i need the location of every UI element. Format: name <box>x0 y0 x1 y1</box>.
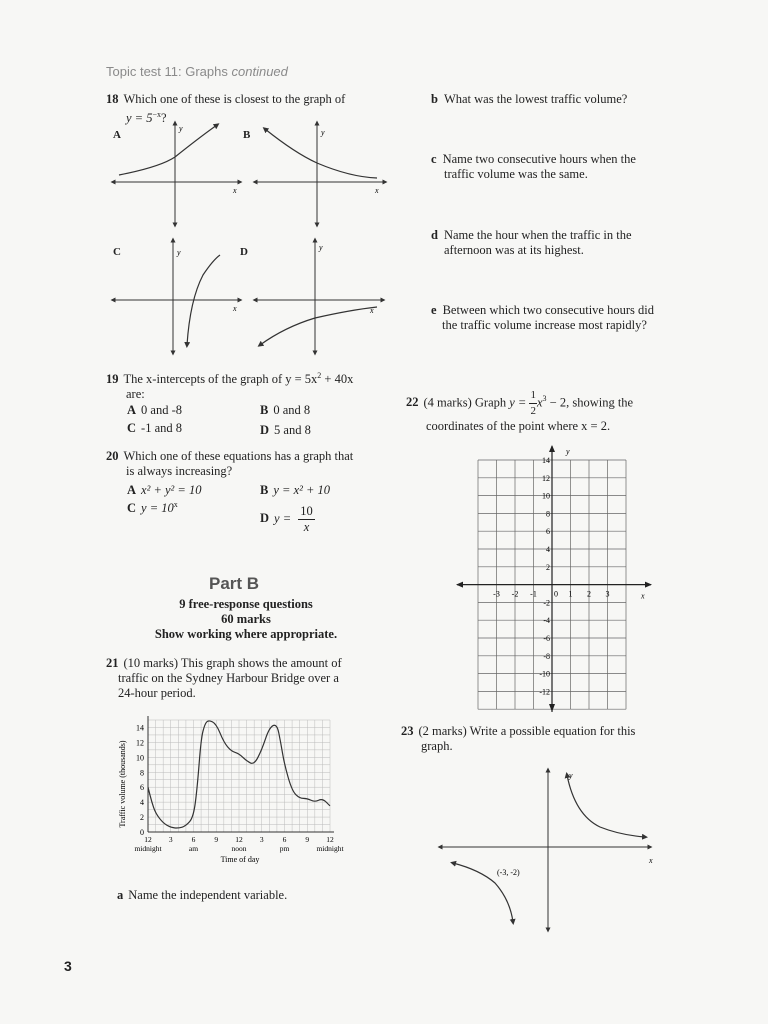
q18-graph-b <box>255 123 385 225</box>
q23-text: 23 (2 marks) Write a possible equation for this graph. <box>401 724 636 753</box>
q21e-text: e Between which two consecutive hours did the traffic volume increase most rapidly? <box>431 303 654 332</box>
svg-text:x: x <box>233 304 237 313</box>
traffic-chart-grid <box>148 720 330 832</box>
q22-axis-y-label: y <box>566 447 570 456</box>
q22-x-label: 3 <box>605 589 610 599</box>
traffic-x-tick: 3 <box>259 835 264 844</box>
q20-number: 20 <box>106 449 119 463</box>
traffic-x-tick: 6 <box>282 835 287 844</box>
q22-y-label: 14 <box>542 456 550 465</box>
q22-x-label: 2 <box>587 589 591 599</box>
q20-line2: is always increasing? <box>126 464 233 478</box>
q18-graph-d <box>255 240 383 353</box>
q22-line2: coordinates of the point where x = 2. <box>426 419 611 433</box>
q22-x-label: -3 <box>493 589 500 599</box>
q19-line1: The x-intercepts of the graph of y = 5x <box>123 372 318 387</box>
svg-text:x: x <box>233 186 237 195</box>
q22-axis-arrows <box>456 445 652 712</box>
part-b-info <box>106 597 386 642</box>
traffic-x-tick: 9 <box>214 835 219 844</box>
q22-x-label: 0 <box>554 589 558 599</box>
q21a-label: Name the independent variable. <box>128 888 288 902</box>
traffic-y-tick: 12 <box>136 738 144 748</box>
q22-grid-axes <box>456 445 652 712</box>
traffic-chart-xlabel: Time of day <box>220 855 260 864</box>
q18-graph-a <box>113 123 240 225</box>
traffic-x-sublabel: am <box>188 844 199 853</box>
q19-line2: are: <box>126 387 145 402</box>
q22-x-label: -2 <box>511 589 519 599</box>
q21-number: 21 <box>106 656 119 670</box>
svg-text:y: y <box>319 243 323 252</box>
q22-y-label: 10 <box>542 491 550 501</box>
q18-number: 18 <box>106 92 119 106</box>
traffic-y-tick: 10 <box>136 753 144 763</box>
traffic-y-tick: 6 <box>140 783 144 793</box>
traffic-x-tick: 12 <box>235 835 243 844</box>
q22-number: 22 <box>406 395 419 410</box>
q22-y-label: -4 <box>543 616 550 626</box>
q23-number: 23 <box>401 724 414 738</box>
q21a-text: a Name the independent variable. <box>117 888 288 902</box>
page-number: 3 <box>64 958 72 974</box>
part-b-line1: 9 free-response questions <box>179 597 313 611</box>
q19-text: 19 The x-intercepts of the graph of $y = 5x^2 + 40x$ are: <box>106 371 354 402</box>
q20-line1: Which one of these equations has a graph that <box>123 449 354 463</box>
q22-y-label: -12 <box>539 687 550 697</box>
traffic-chart <box>112 712 352 870</box>
q20-option-b: B y = x² + 10 <box>260 483 331 497</box>
q21-text <box>106 656 342 701</box>
q21-line1: (10 marks) This graph shows the amount of <box>123 656 342 670</box>
q18-graphs <box>105 115 395 365</box>
q22-y-label: -8 <box>543 651 550 661</box>
q23-graph <box>435 765 660 935</box>
svg-text:y: y <box>179 124 183 133</box>
q20-text <box>106 449 353 479</box>
q18-line1: Which one of these is closest to the graph of <box>123 92 346 106</box>
q22-y-label: 4 <box>546 545 550 554</box>
q22-grid-labels <box>493 447 645 696</box>
header-continued: continued <box>231 64 288 79</box>
svg-text:y: y <box>569 771 573 780</box>
q20-option-d: D y = $\frac{10}{x}$ <box>260 504 313 534</box>
q21-line3: 24-hour period. <box>118 686 196 700</box>
q19-number: 19 <box>106 372 119 387</box>
q19-option-a: A 0 and -8 <box>127 403 182 417</box>
traffic-chart-labels <box>134 723 344 853</box>
traffic-y-tick: 0 <box>140 828 144 837</box>
svg-text:y: y <box>321 128 325 137</box>
q23-point-label: (-3, -2) <box>497 868 520 877</box>
q22-x-label: -1 <box>530 589 537 599</box>
q18-label-d: D <box>240 246 248 258</box>
traffic-x-tick: 12 <box>326 835 334 844</box>
header-title: Topic test 11: Graphs <box>106 64 228 79</box>
q21b-text: b What was the lowest traffic volume? <box>431 92 628 106</box>
part-b-title: Part B <box>209 574 260 593</box>
q22-y-label: 6 <box>546 527 550 537</box>
q20-option-a: A x² + y² = 10 <box>127 483 202 497</box>
q19-option-c: C -1 and 8 <box>127 421 182 435</box>
q22-y-label: -10 <box>539 669 550 679</box>
q18-label-b: B <box>243 129 251 141</box>
traffic-y-tick: 2 <box>140 813 144 823</box>
q22-y-label: -2 <box>543 598 550 608</box>
svg-text:x: x <box>375 186 379 195</box>
traffic-x-sublabel: midnight <box>134 844 162 853</box>
q22-text: 22 (4 marks) Graph y = $\frac{1}{2}$ $x^3 - 2$, showing the coordinates of the point where x = 2. <box>406 389 634 433</box>
q22-y-label: 2 <box>546 562 550 572</box>
q21-line2: traffic on the Sydney Harbour Bridge over a <box>118 671 339 685</box>
traffic-x-tick: 12 <box>144 835 152 844</box>
traffic-y-tick: 4 <box>140 798 144 808</box>
traffic-chart-axes <box>148 716 334 832</box>
traffic-x-tick: 3 <box>168 835 173 844</box>
traffic-y-tick: 14 <box>136 723 144 733</box>
q18-line2: $y = 5^{-x}$? <box>126 110 167 126</box>
svg-text:x: x <box>370 306 374 315</box>
q21c-text: c Name two consecutive hours when the traffic volume was the same. <box>431 152 636 181</box>
part-b-line2: 60 marks <box>221 612 271 626</box>
q19-option-d: D 5 and 8 <box>260 423 311 437</box>
traffic-y-tick: 8 <box>140 768 144 778</box>
q22-grid <box>455 442 655 714</box>
q22-y-label: 12 <box>542 473 550 483</box>
q20-option-c: C $y = 10^x$ <box>127 500 178 516</box>
q18-label-a: A <box>113 129 121 141</box>
svg-text:y: y <box>177 248 181 257</box>
traffic-chart-ylabel: Traffic volume (thousands) <box>118 740 127 828</box>
q22-y-label: -6 <box>543 634 550 643</box>
traffic-x-sublabel: midnight <box>316 844 344 853</box>
traffic-x-sublabel: noon <box>231 844 247 853</box>
traffic-x-tick: 6 <box>191 835 196 844</box>
q18-graph-c <box>113 240 240 353</box>
q22-x-label: 1 <box>568 589 573 599</box>
q21d-text: d Name the hour when the traffic in the afternoon was at its highest. <box>431 228 632 257</box>
q19-option-b: B 0 and 8 <box>260 403 311 417</box>
svg-text:x: x <box>649 856 653 865</box>
page-header <box>106 64 288 79</box>
q18-label-c: C <box>113 246 121 258</box>
traffic-x-sublabel: pm <box>279 844 290 853</box>
traffic-x-tick: 9 <box>305 835 310 844</box>
q22-axis-x-label: x <box>641 591 645 601</box>
part-b-line3: Show working where appropriate. <box>154 627 338 641</box>
q22-y-label: 8 <box>546 509 550 519</box>
